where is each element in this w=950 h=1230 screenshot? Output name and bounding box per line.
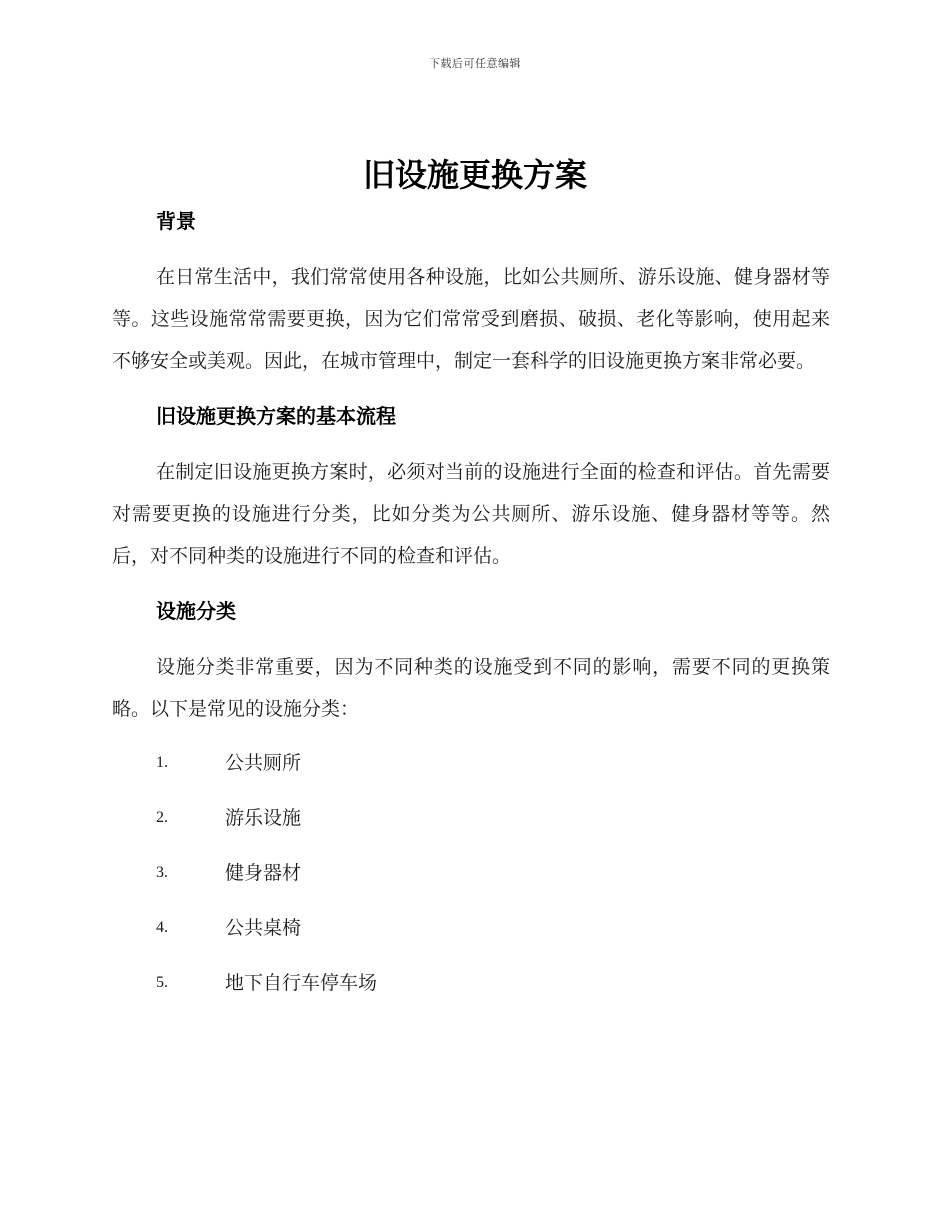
page-header-note: 下载后可任意编辑 [429, 57, 521, 70]
list-item-text: 地下自行车停车场 [225, 972, 378, 994]
document-title: 旧设施更换方案 [362, 156, 587, 194]
section-heading-process: 旧设施更换方案的基本流程 [156, 404, 396, 428]
list-item [112, 968, 830, 1023]
section-heading-classification: 设施分类 [156, 599, 236, 623]
section-heading-background: 背景 [156, 209, 196, 233]
list-item-number: 5. [156, 974, 168, 991]
list-item [112, 858, 830, 913]
section-paragraph-classification: 设施分类非常重要，因为不同种类的设施受到不同的影响，需要不同的更换策略。以下是常见的设施分类： [112, 656, 830, 720]
list-item-text: 公共厕所 [225, 752, 302, 774]
list-item-number: 2. [156, 809, 168, 826]
document-body [112, 205, 830, 1023]
list-item-text: 游乐设施 [225, 807, 302, 829]
section-paragraph-process: 在制定旧设施更换方案时，必须对当前的设施进行全面的检查和评估。首先需要对需要更换的设施进行分类，比如分类为公共厕所、游乐设施、健身器材等等。然后，对不同种类的设施进行不同的检查和评估。 [112, 461, 830, 567]
list-item-text: 健身器材 [225, 862, 302, 884]
list-item-number: 4. [156, 919, 168, 936]
section-paragraph-background: 在日常生活中，我们常常使用各种设施，比如公共厕所、游乐设施、健身器材等等。这些设施常常需要更换，因为它们常常受到磨损、破损、老化等影响，使用起来不够安全或美观。因此，在城市管理中，制定一套科学的旧设施更换方案非常必要。 [112, 266, 830, 372]
list-item [112, 803, 830, 858]
list-item-number: 3. [156, 864, 168, 881]
list-item [112, 913, 830, 968]
list-item [112, 748, 830, 803]
facility-category-list [112, 748, 830, 1023]
list-item-number: 1. [156, 754, 168, 771]
list-item-text: 公共桌椅 [225, 917, 302, 939]
